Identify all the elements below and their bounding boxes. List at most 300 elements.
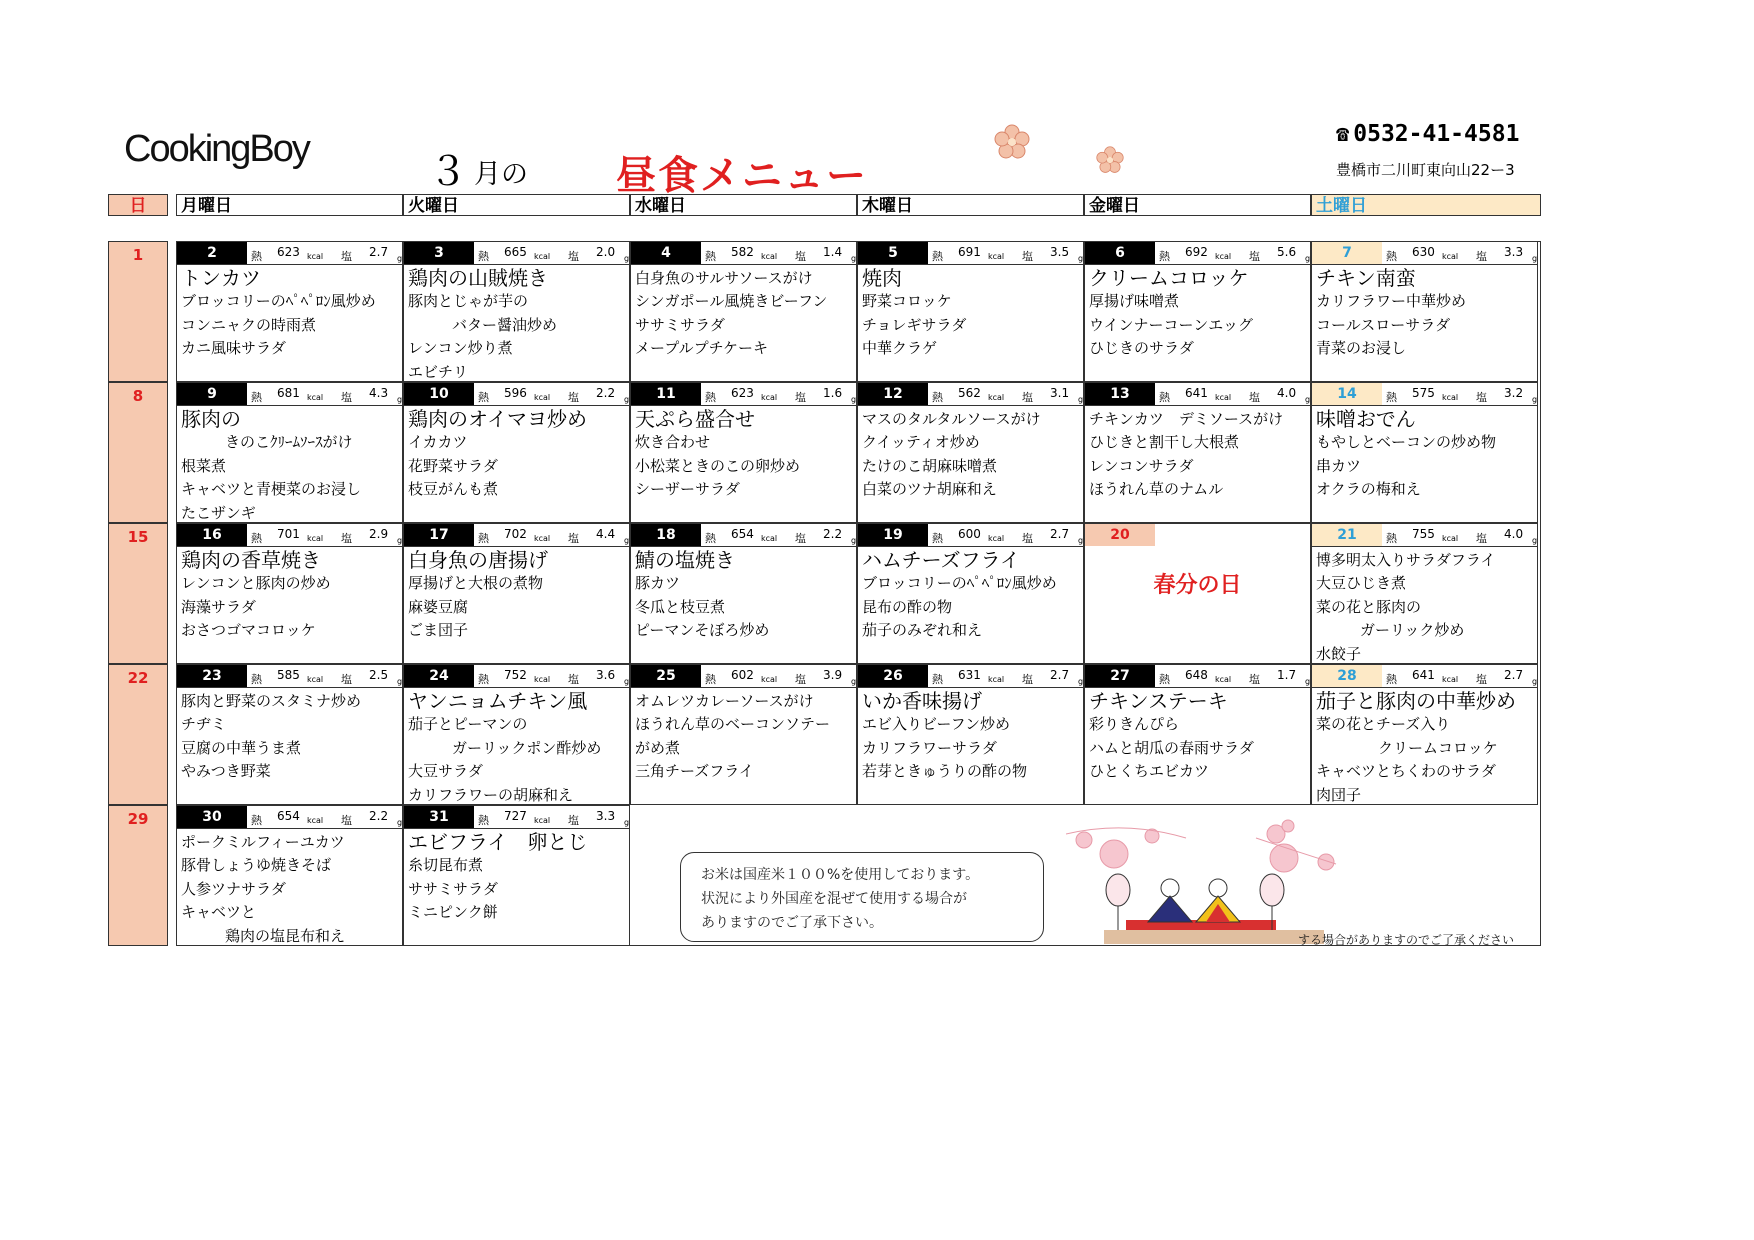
menu-lines [631,688,856,784]
menu-lines [1312,406,1537,502]
salt-unit: g [1078,536,1084,545]
side-dish: たけのこ胡麻味噌煮 [862,456,998,475]
day-cell [630,664,857,805]
salt-label: 塩 [1022,391,1033,404]
day-header-bar [1085,665,1310,688]
menu-lines [1085,688,1310,784]
salt-value: 3.1 [1050,386,1070,400]
kcal-unit: kcal [534,252,551,261]
side-dish: 菜の花とチーズ入り [1316,715,1451,733]
day-cell [857,241,1084,382]
main-dish: マスのタルタルソースがけ [862,410,1041,428]
salt-value: 3.3 [1504,245,1524,259]
kcal-unit: kcal [988,252,1005,261]
kcal-unit: kcal [307,675,324,684]
day-header-bar [1085,383,1310,406]
side-dish: 豚肉とじゃが芋の [408,292,529,310]
main-dish: 白身魚のサルサソースがけ [635,269,813,287]
kcal-value: 623 [731,386,754,400]
side-dish: クリームコロッケ [1378,738,1498,757]
nutrition-info [705,245,857,263]
salt-label: 塩 [1022,673,1033,686]
side-dish: ウインナーコーンエッグ [1089,315,1253,334]
day-cell [1311,241,1538,382]
nutrition-info [251,527,403,545]
kcal-unit: kcal [761,534,778,543]
side-dish: ガーリック炒め [1360,621,1465,639]
sunday-cell: 1 [108,241,168,382]
side-dish: 豆腐の中華うま煮 [181,738,302,757]
day-header-bar [1312,383,1537,406]
day-header-bar [177,665,402,688]
side-dish: 花野菜サラダ [408,456,498,475]
kcal-value: 755 [1412,527,1435,541]
kcal-unit: kcal [307,534,324,543]
weekday-header-tue: 火曜日 [403,194,630,216]
salt-value: 1.6 [823,386,843,400]
side-dish: ササミサラダ [635,315,725,334]
kcal-unit: kcal [534,393,551,402]
phone-icon: ☎ [1336,122,1350,147]
day-number: 11 [631,383,701,405]
kcal-value: 602 [731,668,754,682]
salt-value: 1.4 [823,245,843,259]
kcal-label: 熱 [1386,673,1397,686]
side-dish: 茄子とピーマンの [408,715,528,733]
nutrition-info [1159,245,1311,263]
phone-number: ☎ 0532-41-4581 [1336,121,1520,147]
nutrition-info [1386,527,1538,545]
main-dish: 豚肉の [181,407,241,431]
salt-value: 2.2 [596,386,616,400]
side-dish: 海藻サラダ [181,597,256,616]
menu-lines [1312,265,1537,361]
salt-value: 2.2 [369,809,389,823]
salt-value: 4.3 [369,386,389,400]
salt-label: 塩 [1476,250,1487,263]
salt-unit: g [1305,254,1311,263]
day-number: 4 [631,242,701,264]
main-dish: ハムチーズフライ [862,548,1020,572]
nutrition-info [478,386,630,404]
notice-line: ありますのでご了承下さい。 [701,915,883,931]
day-number: 7 [1312,242,1382,264]
main-dish: トンカツ [181,266,261,290]
salt-unit: g [1532,254,1538,263]
day-cell [630,241,857,382]
kcal-value: 648 [1185,668,1208,682]
day-cell [176,805,403,946]
salt-value: 1.7 [1277,668,1297,682]
side-dish: イカカツ [408,433,468,451]
kcal-value: 582 [731,245,754,259]
main-dish: 茄子と豚肉の中華炒め [1316,689,1516,713]
day-header-bar [631,524,856,547]
day-header-bar [631,383,856,406]
day-number: 2 [177,242,247,264]
salt-value: 3.5 [1050,245,1070,259]
kcal-label: 熱 [1159,391,1170,404]
weekday-header-thu: 木曜日 [857,194,1084,216]
day-cell [857,523,1084,664]
salt-unit: g [397,395,403,404]
kcal-value: 631 [958,668,981,682]
main-dish: 天ぷら盛合せ [635,407,755,431]
kcal-unit: kcal [534,675,551,684]
kcal-label: 熱 [705,250,716,263]
kcal-label: 熱 [478,250,489,263]
salt-unit: g [624,677,630,686]
salt-unit: g [851,677,857,686]
side-dish: 昆布の酢の物 [862,597,953,616]
nutrition-info [1386,668,1538,686]
kcal-unit: kcal [307,816,324,825]
day-cell [403,523,630,664]
day-number: 16 [177,524,247,546]
kcal-value: 623 [277,245,300,259]
day-header-bar [404,806,629,829]
menu-lines [177,265,402,361]
kcal-unit: kcal [988,675,1005,684]
kcal-label: 熱 [478,532,489,545]
side-dish: オクラの梅和え [1316,480,1421,498]
logo: CookingBoy [124,128,309,170]
salt-value: 2.7 [1050,668,1070,682]
day-header-bar [858,383,1083,406]
nutrition-info [251,386,403,404]
day-number: 23 [177,665,247,687]
side-dish: 厚揚げと大根の煮物 [408,574,544,592]
weekday-header-mon: 月曜日 [176,194,403,216]
salt-value: 2.7 [369,245,389,259]
salt-unit: g [624,395,630,404]
salt-label: 塩 [341,814,352,827]
side-dish: ほうれん草のベーコンソテー [635,715,831,733]
main-dish: 白身魚の唐揚げ [408,548,548,572]
side-dish: 豚骨しょうゆ焼きそば [181,856,332,874]
day-number: 30 [177,806,247,828]
day-number: 13 [1085,383,1155,405]
day-cell [1084,241,1311,382]
kcal-unit: kcal [1442,675,1459,684]
day-number: 9 [177,383,247,405]
kcal-value: 575 [1412,386,1435,400]
menu-lines [631,265,856,361]
salt-value: 4.0 [1504,527,1524,541]
day-cell [630,382,857,523]
menu-lines [631,406,856,502]
side-dish: 青菜のお浸し [1316,339,1407,357]
main-dish: オムレツカレーソースがけ [635,692,814,710]
side-dish: 厚揚げ味噌煮 [1089,292,1180,310]
side-dish: カリフラワーサラダ [862,738,997,757]
kcal-unit: kcal [307,393,324,402]
kcal-label: 熱 [705,673,716,686]
main-dish: ヤンニョムチキン風 [408,689,588,713]
weekday-header-fri: 金曜日 [1084,194,1311,216]
salt-label: 塩 [1022,532,1033,545]
day-cell [857,664,1084,805]
hina-doll-illustration [1066,818,1540,944]
salt-unit: g [851,254,857,263]
side-dish: メープルプチケーキ [635,339,769,357]
day-number: 12 [858,383,928,405]
side-dish: やみつき野菜 [181,762,271,780]
side-dish: カニ風味サラダ [181,339,286,357]
main-dish: 鯖の塩焼き [635,548,735,572]
menu-lines [858,265,1083,361]
side-dish: 茄子のみぞれ和え [862,621,983,639]
kcal-unit: kcal [988,393,1005,402]
day-cell [403,382,630,523]
side-dish: ひじきのサラダ [1089,339,1194,357]
side-dish: ササミサラダ [408,879,498,898]
kcal-value: 691 [958,245,981,259]
side-dish: 豚カツ [635,574,681,592]
side-dish: 大豆ひじき煮 [1316,574,1407,592]
side-dish: ブロッコリーのﾍﾟﾍﾟﾛﾝ風炒め [862,574,1057,592]
footer-note-partial: する場合がありますのでご了承ください [1298,933,1515,947]
day-cell [857,382,1084,523]
salt-label: 塩 [341,391,352,404]
salt-label: 塩 [1476,532,1487,545]
kcal-label: 熱 [932,250,943,263]
side-dish: キャベツと [181,903,257,921]
salt-value: 4.0 [1277,386,1297,400]
menu-lines [177,829,402,946]
side-dish: キャベツと青梗菜のお浸し [181,480,362,498]
sunday-cell: 8 [108,382,168,523]
salt-unit: g [851,536,857,545]
kcal-value: 630 [1412,245,1435,259]
kcal-label: 熱 [251,673,262,686]
kcal-value: 702 [504,527,527,541]
nutrition-info [1386,245,1538,263]
kcal-value: 681 [277,386,300,400]
salt-label: 塩 [1022,250,1033,263]
kcal-label: 熱 [705,391,716,404]
side-dish: 野菜コロッケ [862,292,952,310]
day-cell [630,523,857,664]
side-dish: 冬瓜と枝豆煮 [635,597,726,616]
kcal-value: 727 [504,809,527,823]
menu-lines [177,547,402,643]
day-number: 18 [631,524,701,546]
day-header-bar [1312,524,1537,547]
kcal-label: 熱 [251,814,262,827]
kcal-label: 熱 [932,532,943,545]
nutrition-info [251,245,403,263]
salt-label: 塩 [795,532,806,545]
salt-unit: g [624,254,630,263]
side-dish: エビ入りビーフン炒め [862,715,1011,733]
side-dish: カリフラワー中華炒め [1316,292,1467,310]
kcal-unit: kcal [1215,393,1232,402]
menu-lines [1085,265,1310,361]
month-number: ３ [428,149,468,195]
nutrition-info [705,668,857,686]
kcal-value: 596 [504,386,527,400]
side-dish: ガーリックポン酢炒め [452,738,602,757]
salt-unit: g [1532,677,1538,686]
side-dish: 根菜煮 [181,456,227,475]
menu-lines [1085,406,1310,502]
main-dish: チキン南蛮 [1316,266,1416,290]
kcal-label: 熱 [705,532,716,545]
side-dish: おさつゴマコロッケ [181,621,316,639]
nutrition-info [705,527,857,545]
day-number: 21 [1312,524,1382,546]
nutrition-info [705,386,857,404]
menu-lines [1312,688,1537,805]
side-dish: 中華クラゲ [862,339,938,357]
side-dish: コールスローサラダ [1316,315,1451,334]
day-number: 31 [404,806,474,828]
nutrition-info [478,527,630,545]
salt-unit: g [1078,395,1084,404]
day-number: 26 [858,665,928,687]
day-number: 20 [1085,524,1155,546]
main-dish: チキンカツ デミソースがけ [1089,410,1284,428]
holiday-cell [1084,523,1311,664]
side-dish: 若芽ときゅうりの酢の物 [862,762,1028,780]
day-header-bar [1085,242,1310,265]
day-header-bar [404,383,629,406]
day-number: 28 [1312,665,1382,687]
salt-label: 塩 [568,391,579,404]
salt-unit: g [397,254,403,263]
salt-label: 塩 [568,673,579,686]
side-dish: 炊き合わせ [635,433,711,451]
nutrition-info [251,668,403,686]
kcal-value: 654 [277,809,300,823]
day-number: 25 [631,665,701,687]
day-cell [403,805,630,946]
day-number: 5 [858,242,928,264]
side-dish: エビチリ [408,362,469,381]
side-dish: 彩りきんぴら [1089,715,1180,733]
notice-line: 状況により外国産を混ぜて使用する場合が [701,891,967,907]
side-dish: ブロッコリーのﾍﾟﾍﾟﾛﾝ風炒め [181,292,376,310]
day-cell [403,241,630,382]
kcal-label: 熱 [478,814,489,827]
salt-value: 2.7 [1504,668,1524,682]
nutrition-info [1159,386,1311,404]
kcal-label: 熱 [1159,250,1170,263]
side-dish: レンコン炒り煮 [408,339,513,357]
salt-unit: g [1532,536,1538,545]
kcal-label: 熱 [251,532,262,545]
main-dish: エビフライ 卵とじ [408,830,588,854]
menu-lines [404,829,629,925]
side-dish: がめ煮 [635,738,681,757]
salt-value: 3.9 [823,668,843,682]
menu-lines [177,406,402,523]
day-header-bar [404,665,629,688]
day-cell [403,664,630,805]
salt-value: 5.6 [1277,245,1297,259]
salt-unit: g [624,536,630,545]
side-dish: ミニピンク餅 [408,903,498,921]
salt-unit: g [1305,395,1311,404]
kcal-label: 熱 [478,673,489,686]
side-dish: コンニャクの時雨煮 [181,315,317,334]
kcal-value: 665 [504,245,527,259]
salt-value: 2.0 [596,245,616,259]
day-number: 10 [404,383,474,405]
side-dish: レンコンと豚肉の炒め [181,574,331,592]
rice-notice [680,852,1044,942]
kcal-value: 641 [1412,668,1435,682]
side-dish: シンガポール風焼きビーフン [635,292,828,310]
main-dish: 鶏肉のオイマヨ炒め [408,407,587,431]
side-dish: シーザーサラダ [635,480,740,498]
side-dish: 大豆サラダ [408,762,483,780]
main-dish: いか香味揚げ [862,689,982,713]
kcal-label: 熱 [251,250,262,263]
kcal-label: 熱 [1386,532,1397,545]
day-header-bar [177,242,402,265]
side-dish: チョレギサラダ [862,315,967,334]
kcal-unit: kcal [1442,534,1459,543]
nutrition-info [932,245,1084,263]
side-dish: 水餃子 [1316,644,1362,663]
main-dish: 味噌おでん [1316,407,1416,431]
salt-label: 塩 [341,532,352,545]
salt-label: 塩 [1476,391,1487,404]
sakura-flower-icon [994,124,1030,160]
salt-label: 塩 [341,673,352,686]
day-cell [176,382,403,523]
main-dish: 鶏肉の香草焼き [181,548,321,572]
salt-unit: g [397,677,403,686]
salt-unit: g [851,395,857,404]
side-dish: 小松菜ときのこの卵炒め [635,456,801,475]
address: 豊橋市二川町東向山22ー3 [1336,161,1515,179]
salt-unit: g [1532,395,1538,404]
kcal-unit: kcal [761,675,778,684]
salt-value: 2.9 [369,527,389,541]
side-dish: クイッティオ炒め [862,433,980,451]
kcal-unit: kcal [1215,252,1232,261]
kcal-unit: kcal [1215,675,1232,684]
kcal-unit: kcal [307,252,324,261]
main-dish: 博多明太入りサラダフライ [1316,551,1496,569]
holiday-name: 春分の日 [1153,573,1242,598]
side-dish: 白菜のツナ胡麻和え [862,480,997,498]
menu-lines [404,547,629,643]
kcal-unit: kcal [761,393,778,402]
day-cell [1084,664,1311,805]
kcal-unit: kcal [761,252,778,261]
kcal-label: 熱 [1159,673,1170,686]
salt-label: 塩 [795,250,806,263]
weekday-header-sat: 土曜日 [1311,194,1541,216]
kcal-unit: kcal [988,534,1005,543]
side-dish: 鶏肉の塩昆布和え [225,926,346,945]
main-dish: クリームコロッケ [1089,266,1249,290]
day-number: 14 [1312,383,1382,405]
kcal-unit: kcal [534,816,551,825]
side-dish: たこザンギ [181,503,256,522]
side-dish: ごま団子 [408,621,469,639]
salt-value: 4.4 [596,527,616,541]
kcal-label: 熱 [932,673,943,686]
menu-lines [1312,547,1537,664]
day-cell [176,523,403,664]
day-header-bar [858,665,1083,688]
day-header-bar [177,383,402,406]
